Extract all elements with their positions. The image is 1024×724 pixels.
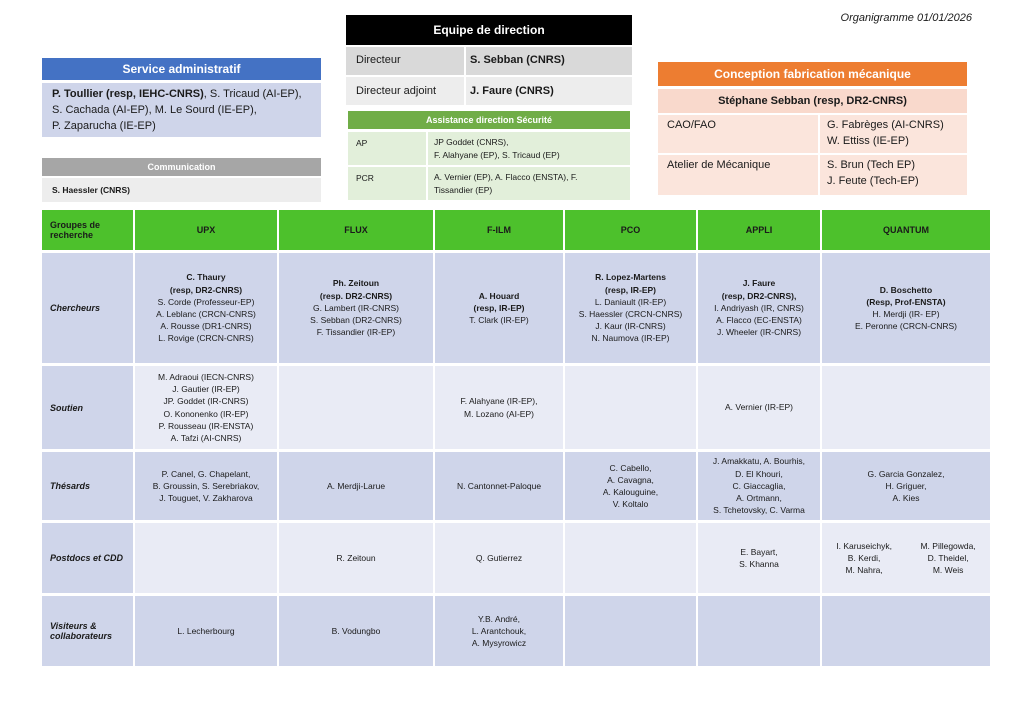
member-line: A. Flacco (EC-ENSTA) <box>716 315 802 326</box>
member-line: E. Bayart, <box>740 546 778 557</box>
member-line: P. Canel, G. Chapelant, <box>161 468 251 479</box>
mecanique-row-cao <box>658 115 967 153</box>
row-label <box>42 523 133 593</box>
admin-line: , S. Tricaud (AI-EP), <box>203 88 302 100</box>
group-cell <box>435 452 563 520</box>
member-line: J. Amakkatu, A. Bourhis, <box>712 456 806 467</box>
member-line: I. Karuseichyk, <box>836 540 892 551</box>
member-line: H. Griguer, <box>885 480 927 491</box>
group-cell <box>279 452 433 520</box>
admin-lead: P. Toullier (resp, IEHC-CNRS) <box>52 88 204 100</box>
row-label-line: Soutien <box>50 402 83 413</box>
member-line: A. Kalouguine, <box>602 487 659 497</box>
member-line: E. Peronne (CRCN-CNRS) <box>854 321 958 332</box>
admin-body <box>42 83 321 137</box>
assistance-line: A. Vernier (EP), A. Flacco (ENSTA), F. <box>434 172 578 182</box>
communication-member: S. Haessler (CNRS) <box>42 178 321 202</box>
admin-line: P. Zaparucha (IE-EP) <box>52 120 156 132</box>
group-cell <box>279 366 433 449</box>
member-line: M. Pillegowda, <box>920 540 976 551</box>
assistance-row-ap <box>348 132 630 165</box>
member-line: L. Lecherbourg <box>177 625 235 636</box>
assistance-role: PCR <box>356 173 374 183</box>
member-line: S. Khanna <box>739 559 779 569</box>
group-lead: (resp, DR2-CNRS), <box>721 290 797 301</box>
row-label-line: Thésards <box>50 481 91 491</box>
mecanique-line: S. Brun (Tech EP) <box>827 159 916 171</box>
member-line: B. Kerdi, <box>847 552 881 563</box>
assistance-title: Assistance direction Sécurité <box>348 111 630 129</box>
member-line: L. Rovige (CRCN-CNRS) <box>158 333 254 344</box>
row-label <box>42 596 133 666</box>
member-line: J. Kaur (IR-CNRS) <box>595 321 666 332</box>
group-cell <box>435 523 563 593</box>
group-cell <box>135 366 277 449</box>
member-line: M. Nahra, <box>845 565 883 576</box>
row-label <box>42 253 133 363</box>
member-line: S. Sebban (DR2-CNRS) <box>310 315 402 326</box>
row-label-line: Visiteurs & <box>50 621 97 631</box>
grid-corner-header <box>42 210 133 250</box>
group-cell <box>698 523 820 593</box>
assistance-row-pcr <box>348 167 630 200</box>
group-cell <box>279 596 433 666</box>
group-cell <box>822 253 990 363</box>
group-lead: A. Houard <box>478 290 520 301</box>
assistance-role: AP <box>356 138 368 148</box>
group-cell <box>822 452 990 520</box>
member-line: C. Cabello, <box>609 462 652 473</box>
member-line: M. Lozano (AI-EP) <box>464 408 534 419</box>
member-line: N. Naumova (IR-EP) <box>591 333 670 344</box>
column-header-film: F-ILM <box>435 210 563 250</box>
group-cell <box>435 596 563 666</box>
member-line: A. Kies <box>892 493 920 504</box>
group-cell <box>698 596 820 666</box>
group-cell <box>698 366 820 449</box>
member-line: S. Corde (Professeur-EP) <box>157 296 255 307</box>
group-cell <box>698 452 820 520</box>
member-line: A. Cavagna, <box>607 474 654 485</box>
member-line: A. Rousse (DR1-CNRS) <box>160 321 252 332</box>
member-line: A. Merdji-Larue <box>326 480 386 491</box>
group-cell <box>822 596 990 666</box>
member-line: L. Daniault (IR-EP) <box>594 296 667 307</box>
member-line: A. Tafzi (AI-CNRS) <box>170 432 242 443</box>
row-label-line: Postdocs et CDD <box>50 553 124 563</box>
group-lead: (resp, IR-EP) <box>604 284 656 295</box>
member-line: A. Vernier (IR-EP) <box>724 402 794 413</box>
mecanique-lead: Stéphane Sebban (resp, DR2-CNRS) <box>658 89 967 113</box>
mecanique-row-atelier <box>658 155 967 195</box>
admin-title: Service administratif <box>42 58 321 80</box>
assistance-line: JP Goddet (CNRS), <box>434 137 509 147</box>
group-lead: R. Lopez-Martens <box>595 272 666 283</box>
member-line: S. Haessler (CRCN-CNRS) <box>578 309 683 319</box>
assistance-line: F. Alahyane (EP), S. Tricaud (EP) <box>434 150 560 160</box>
row-label <box>42 366 133 449</box>
member-line: G. Garcia Gonzalez, <box>867 468 945 479</box>
member-line: O. Kononenko (IR-EP) <box>163 408 249 419</box>
direction-name: J. Faure (CNRS) <box>470 85 554 97</box>
direction-role: Directeur adjoint <box>356 85 437 97</box>
group-lead: (resp, IR-EP) <box>473 302 525 313</box>
group-cell <box>279 253 433 363</box>
direction-row-2 <box>346 77 632 105</box>
mecanique-role: CAO/FAO <box>667 119 716 131</box>
member-line: C. Giaccaglia, <box>732 480 786 491</box>
member-line: A. Ortmann, <box>736 493 782 504</box>
member-line: V. Koltalo <box>612 499 649 510</box>
member-line: M. Adraoui (IECN-CNRS) <box>158 371 254 382</box>
group-lead: (resp. DR2-CNRS) <box>319 290 393 301</box>
member-line: F. Alahyane (IR-EP), <box>460 396 538 407</box>
group-cell <box>565 596 696 666</box>
group-cell <box>135 596 277 666</box>
group-cell <box>279 523 433 593</box>
group-lead: C. Thaury <box>186 272 226 283</box>
assistance-line: Tissandier (EP) <box>434 185 493 195</box>
admin-line: S. Cachada (AI-EP), M. Le Sourd (IE-EP), <box>52 104 257 116</box>
group-cell <box>822 366 990 449</box>
direction-name: S. Sebban (CNRS) <box>470 54 565 66</box>
group-lead: D. Boschetto <box>879 284 933 295</box>
member-line: J. Touguet, V. Zakharova <box>159 493 253 504</box>
column-header-quantum: QUANTUM <box>822 210 990 250</box>
member-line: G. Lambert (IR-CNRS) <box>313 302 399 313</box>
member-line: N. Cantonnet-Paloque <box>456 480 542 491</box>
row-label-line: Chercheurs <box>50 303 101 313</box>
group-lead: (Resp, Prof-ENSTA) <box>866 296 946 307</box>
group-cell <box>135 253 277 363</box>
group-cell <box>565 523 696 593</box>
mecanique-line: J. Feute (Tech-EP) <box>827 175 919 187</box>
direction-title: Equipe de direction <box>346 15 632 45</box>
group-cell <box>822 523 990 593</box>
member-line: Q. Gutierrez <box>475 552 523 563</box>
communication-title: Communication <box>42 158 321 176</box>
member-line: B. Vodungbo <box>331 625 381 636</box>
date-label: Organigramme 01/01/2026 <box>840 12 972 24</box>
group-cell <box>565 253 696 363</box>
group-lead: J. Faure <box>742 278 776 289</box>
corner-label: recherche <box>50 230 94 240</box>
column-header-pco: PCO <box>565 210 696 250</box>
group-cell <box>565 452 696 520</box>
member-line: H. Merdji (IR- EP) <box>872 309 940 319</box>
member-line: M. Weis <box>932 565 964 576</box>
group-cell <box>565 366 696 449</box>
member-line: I. Andriyash (IR, CNRS) <box>714 302 804 313</box>
direction-row-1 <box>346 47 632 75</box>
member-line: S. Tchetovsky, C. Varma <box>713 505 805 516</box>
group-cell <box>135 452 277 520</box>
member-line: A. Mysyrowicz <box>471 638 527 649</box>
corner-label: Groupes de <box>50 220 101 230</box>
group-cell <box>135 523 277 593</box>
member-line: B. Groussin, S. Serebriakov, <box>152 480 260 491</box>
member-line: R. Zeitoun <box>336 552 376 563</box>
group-cell <box>435 366 563 449</box>
member-line: P. Rousseau (IR-ENSTA) <box>158 420 254 431</box>
group-lead: Ph. Zeitoun <box>332 278 380 289</box>
column-header-flux: FLUX <box>279 210 433 250</box>
row-label-line: collaborateurs <box>50 631 113 641</box>
mecanique-line: W. Ettiss (IE-EP) <box>827 135 909 147</box>
mecanique-line: G. Fabrèges (AI-CNRS) <box>827 119 944 131</box>
group-lead: (resp, DR2-CNRS) <box>169 284 243 295</box>
column-header-upx: UPX <box>135 210 277 250</box>
mecanique-role: Atelier de Mécanique <box>667 159 771 171</box>
member-line: L. Arantchouk, <box>471 625 527 636</box>
member-line: Y.B. André, <box>478 613 520 624</box>
member-line: JP. Goddet (IR-CNRS) <box>163 396 249 407</box>
member-line: J. Wheeler (IR-CNRS) <box>716 327 802 338</box>
direction-role: Directeur <box>356 54 401 66</box>
member-line: F. Tissandier (IR-EP) <box>316 327 396 338</box>
row-label <box>42 452 133 520</box>
member-line: D. El Khouri, <box>735 468 783 479</box>
member-line: J. Gautier (IR-EP) <box>172 384 240 395</box>
member-line: D. Theidel, <box>927 552 969 563</box>
member-line: T. Clark (IR-EP) <box>469 315 529 326</box>
column-header-appli: APPLI <box>698 210 820 250</box>
member-line: A. Leblanc (CRCN-CNRS) <box>156 309 256 319</box>
mecanique-title: Conception fabrication mécanique <box>658 62 967 86</box>
group-cell <box>435 253 563 363</box>
group-cell <box>698 253 820 363</box>
